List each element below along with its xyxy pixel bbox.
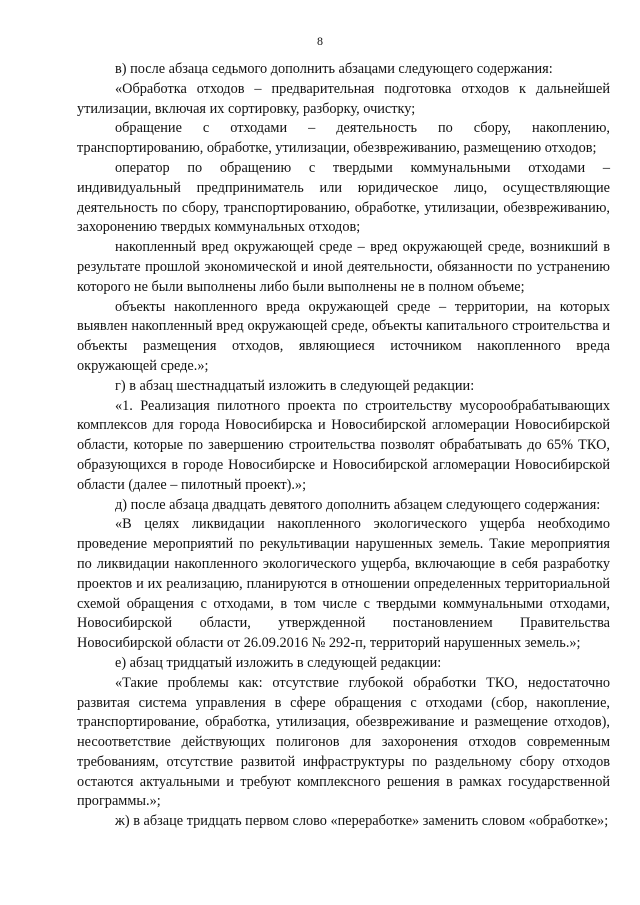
page-number: 8 <box>317 34 323 48</box>
paragraph: г) в абзац шестнадцатый изложить в следующей редакции: <box>115 377 475 394</box>
document-body <box>77 60 610 832</box>
paragraph: «В целях ликвидации накопленного экологического ущерба необходимо проведение мероприятий по рекультивации нарушенных земель. Такие мероприятия по ликвидации накопленного экологического ущерба, включающие в себя разработку проектов и их реализацию, планируются в отношении определенных территориальной схемой обращения с отходами, в том числе с твердыми коммунальными отходами, Новосибирской области, утвержденной постановлением Правительства Новосибирской области от 26.09.2016 № 292-п, территорий нарушенных земель.»; <box>77 516 610 652</box>
paragraph: объекты накопленного вреда окружающей среде – территории, на которых выявлен накопленный вред окружающей среде, объекты капитального строительства и объекты размещения отходов, являющиеся источником накопленного вреда окружающей среде.»; <box>77 298 610 374</box>
paragraph: ж) в абзаце тридцать первом слово «переработке» заменить словом «обработке»; <box>115 813 609 830</box>
paragraph: д) после абзаца двадцать девятого дополнить абзацем следующего содержания: <box>115 496 601 513</box>
paragraph: «Такие проблемы как: отсутствие глубокой обработки ТКО, недостаточно развитая система управления в сфере обращения с отходами (сбор, накопление, транспортирование, обработка, утилизация, обезвреживание и размещение отходов), несоответствие действующих полигонов для захоронения отходов современным требованиям, отсутствие развитой инфраструктуры по раздельному сбору отходов остаются актуальными и требуют комплексного решения в рамках государственной программы.»; <box>77 674 610 810</box>
paragraph: накопленный вред окружающей среде – вред окружающей среде, возникший в результате прошлой экономической и иной деятельности, обязанности по устранению которого не были выполнены либо были выполнены не в полном объеме; <box>77 239 610 295</box>
paragraph: обращение с отходами – деятельность по сбору, накоплению, транспортированию, обработке, утилизации, обезвреживанию, размещению отходов; <box>77 120 610 157</box>
paragraph: е) абзац тридцатый изложить в следующей редакции: <box>115 654 442 671</box>
paragraph: в) после абзаца седьмого дополнить абзацами следующего содержания: <box>115 61 553 77</box>
paragraph: «Обработка отходов – предварительная подготовка отходов к дальнейшей утилизации, включая их сортировку, разборку, очистку; <box>77 80 610 117</box>
paragraph: оператор по обращению с твердыми коммунальными отходами – индивидуальный предприниматель или юридическое лицо, осуществляющие деятельность по сбору, транспортированию, обработке, утилизации, обезвреживанию, захоронению твердых коммунальных отходов; <box>77 159 610 236</box>
paragraph: «1. Реализация пилотного проекта по строительству мусорообрабатывающих комплексов для города Новосибирска и Новосибирской агломерации Новосибирской области, которые по завершению строительства позволят обрабатывать до 65% ТКО, образующихся в городе Новосибирске и Новосибирской агломерации Новосибирской области (далее – пилотный проект).»; <box>77 397 610 493</box>
